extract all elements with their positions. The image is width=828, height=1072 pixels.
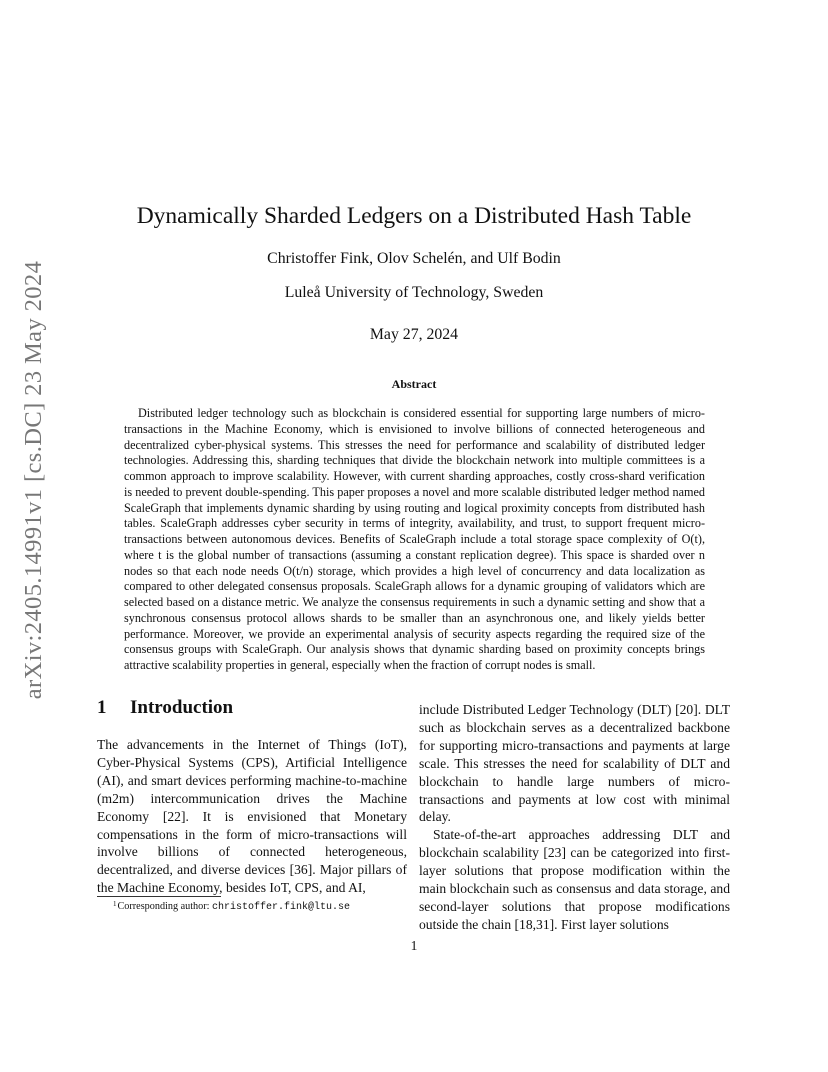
section-number: 1 — [97, 697, 107, 718]
footnote — [97, 900, 350, 913]
left-column-text: The advancements in the Internet of Things (IoT), Cyber-Physical Systems (CPS), Artificial Intelligence (AI), and smart devices performing machine-to-machine (m2m) intercommunication drives the Machine Economy [22]. It is envisioned that Monetary compensations in the form of micro-transactions will involve billions of connected heterogeneous, decentralized, and diverse devices [36]. Major pillars of the Machine Economy, besides IoT, CPS, and AI, — [97, 737, 407, 896]
section-title: Introduction — [130, 697, 234, 718]
section-heading — [97, 697, 233, 719]
paper-title: Dynamically Sharded Ledgers on a Distributed Hash Table — [136, 203, 692, 229]
right-column-paragraph: include Distributed Ledger Technology (DLT) [20]. DLT such as blockchain serves as a decentralized backbone for supporting micro-transactions and payments at large scale. This stresses the need for scalability of DLT and blockchain to handle large numbers of micro-transactions and payments at low cost with minimal delay. — [419, 702, 730, 825]
right-column-paragraph: State-of-the-art approaches addressing DLT and blockchain scalability [23] can be categorized into first-layer solutions that propose modification within the main blockchain such as consensus and data storage, and second-layer solutions that propose modifications outside the chain [18,31]. First layer solutions — [419, 827, 730, 932]
abstract-heading: Abstract — [391, 377, 437, 391]
footnote-label: Corresponding author: — [117, 901, 213, 912]
footnote-mark: 1 — [113, 900, 117, 908]
paper-date: May 27, 2024 — [369, 326, 459, 343]
page-number: 1 — [410, 938, 418, 953]
paper-affiliation: Luleå University of Technology, Sweden — [284, 284, 544, 301]
arxiv-stamp-text: arXiv:2405.14991v1 [cs.DC] 23 May 2024 — [20, 260, 47, 700]
abstract-text: Distributed ledger technology such as blockchain is considered essential for supporting large numbers of micro-transactions in the Machine Economy, which is envisioned to involve billions of connected heterogeneous and decentralized cyber-physical systems. This stresses the need for performance and scalability of distributed ledger technologies. Addressing this, sharding techniques that divide the blockchain network into multiple committees is a common approach to improve scalability. However, with current sharding approaches, costly cross-shard verification is needed to prevent double-spending. This paper proposes a novel and more scalable distributed ledger method named ScaleGraph that implements dynamic sharding by using routing and logical proximity concepts from distributed hash tables. ScaleGraph addresses cyber security in terms of integrity, availability, and trust, to support frequent micro-transactions between autonomous devices. Benefits of ScaleGraph include a total storage space complexity of O(t), where t is the global number of transactions (assuming a constant replication degree). This space is sharded over n nodes so that each node needs O(t/n) storage, which provides a high level of concurrency and data localization as compared to other delegated consensus proposals. ScaleGraph allows for a dynamic grouping of validators which are selected based on a distance metric. We analyze the consensus requirements in such a dynamic setting and show that a synchronous consensus protocol allows shards to be smaller than an asynchronous one, and likely yields better performance. Moreover, we provide an experimental analysis of security aspects regarding the required size of the consensus groups with ScaleGraph. Our analysis shows that dynamic sharding based on proximity concepts brings attractive scalability properties in general, especially when the fraction of corrupt nodes is small. — [124, 406, 705, 672]
footnote-rule — [97, 896, 221, 897]
footnote-email[interactable]: christoffer.fink@ltu.se — [212, 902, 351, 913]
paper-authors: Christoffer Fink, Olov Schelén, and Ulf Bodin — [267, 250, 561, 267]
right-column — [419, 701, 730, 934]
